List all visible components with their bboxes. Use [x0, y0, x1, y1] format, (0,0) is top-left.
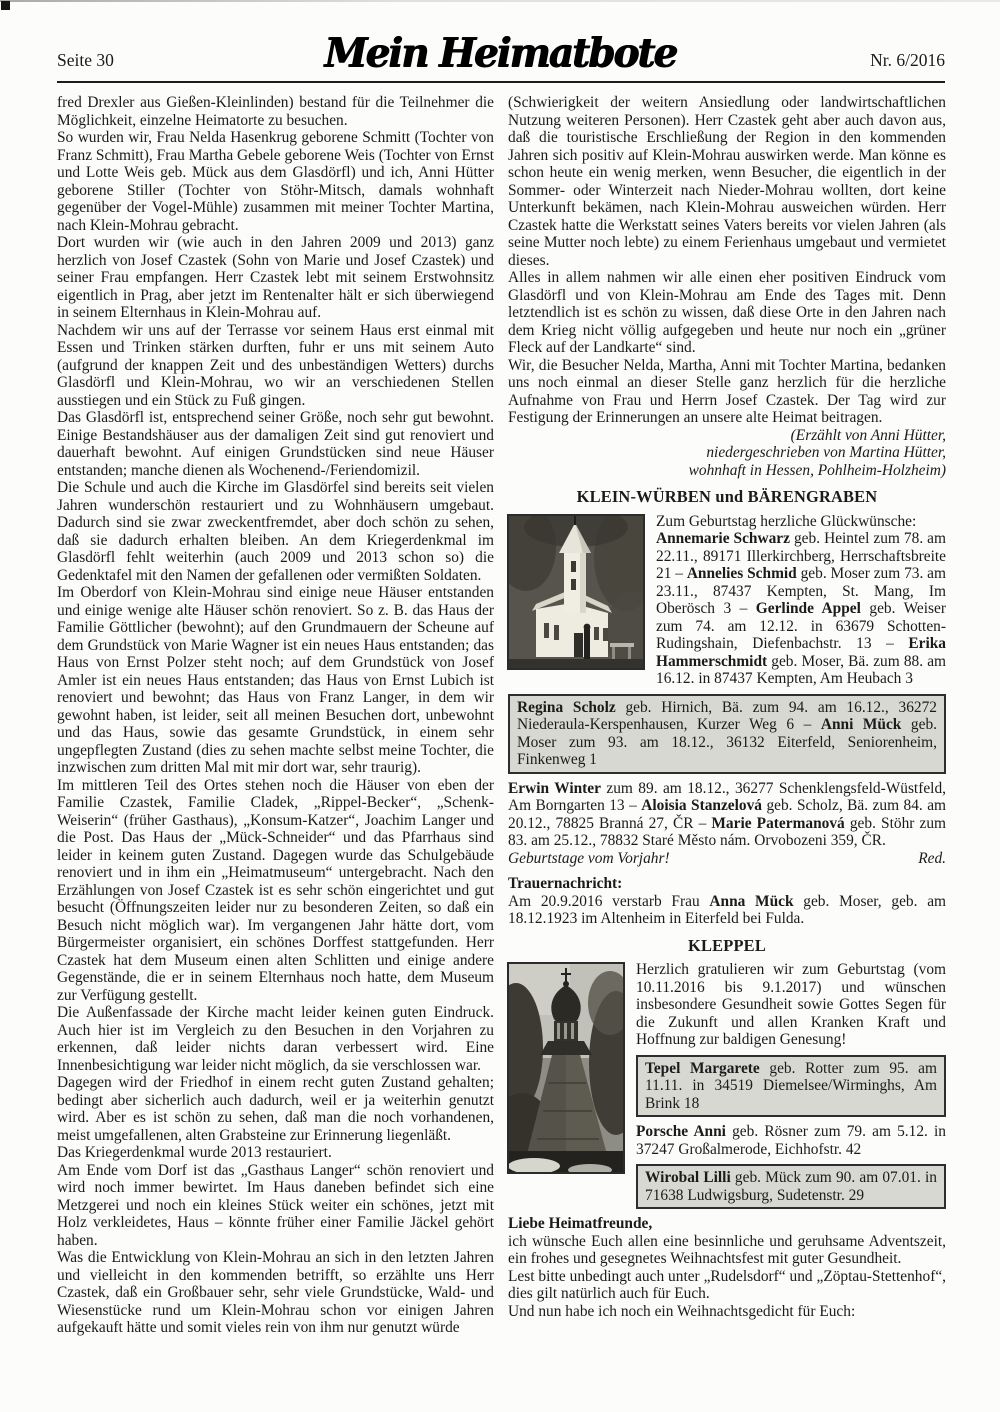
entry-text: geb. Moser zum 93. am 18.12., 36132 Eiterfeld, Seniorenheim, Finkenweg 1 — [517, 716, 937, 768]
entry-text: geb. Rotter zum 95. am 11.11. in 34519 Diemelsee/Wirminghs, Am Brink 18 — [645, 1059, 937, 1112]
credit-line: (Erzählt von Anni Hütter, — [790, 426, 946, 444]
paragraph: Am Ende vom Dorf ist das „Gasthaus Langer“ schön renoviert und wird noch immer bewirtet. Im Haus daneben befindet sich eine Metzgerei und noch ein kleines Stück weiter ein schönes, jetzt mit Holz verkleidetes, Haus – könnte früher einer Familie Jäckel gehört haben. — [57, 1161, 494, 1249]
paragraph: Die Schule und auch die Kirche im Glasdörfel sind bereits seit vielen Jahren wunderschön restauriert und zu Wohnhäusern umgebaut. Dadurch sind sie zwar zweckentfremdet, aber doch schön zu sehen, daß sie dadurch erhalten bleiben. An dem Kriegerdenkmal im Glasdörfl fehlt weiterhin (auch 2009 und 2013 schon so) die Gedenktafel mit den Namen der gefallenen oder vermißten Soldaten. — [57, 479, 494, 584]
person-name: Marie Patermanová — [711, 814, 845, 832]
paragraph: Nachdem wir uns auf der Terrasse vor seinem Haus erst einmal mit Essen und Trinken stärken durften, fuhr er uns mit seinem Auto (aufgrund der knappen Zeit und des unbeständigen Wetters) durchs Glasdörfl und Klein-Mohrau, wo wir an verschiedenen Stellen ausstiegen und ein Stück zu Fuß gingen. — [57, 321, 494, 409]
paragraph: (Schwierigkeit der weitern Ansiedlung oder landwirtschaftlichen Nutzung weiteren Personen). Herr Czastek geht aber auch davon aus, daß die touristische Erschließung der Region in den kommenden Jahren sich positiv auf Klein-Mohrau auswirken werde. Man könne es schon heute ein wenig merken, wenn Besucher, die eigentlich in der Sommer- oder Winterzeit nach Nieder-Mohrau wollten, dort keine Unterkunft bekämen, nach Klein-Mohrau ausweichen würden. Herr Czastek hatte die Werkstatt seines Vaters bereits vor vielen Jahren (als seine Mutter noch lebte) zu einem Ferienhaus umgebaut und vermietet dieses. — [508, 94, 946, 269]
paragraph: Alles in allem nahmen wir alle einen eher positiven Eindruck vom Glasdörfl und von Klein-Mohrau am Ende des Tages mit. Denn letztendlich ist es schön zu wissen, daß diese Orte in den Jahren nach dem Krieg nicht völlig aufgegeben und heute nur noch ein „grüner Fleck auf der Landkarte“ sind. — [508, 269, 946, 356]
section-klein-wuerben — [508, 488, 946, 928]
closing-line: Lest bitte unbedingt auch unter „Rudelsdorf“ und „Zöptau-Stettenhof“, dies gilt natürlich auch für Euch. — [508, 1267, 946, 1302]
obituary-post: geb. Moser, geb. am 18.12.1923 im Altenheim in Eiterfeld bei Fulda. — [508, 892, 946, 927]
person-name: Tepel Margarete — [645, 1059, 760, 1077]
closing-line: Und nun habe ich noch ein Weihnachtsgedicht für Euch: — [508, 1302, 856, 1320]
scan-artifact-topline — [0, 0, 1000, 2]
person-name: Erika Hammerschmidt — [656, 635, 946, 670]
paragraph: Die Außenfassade der Kirche macht leider keinen guten Eindruck. Auch hier ist im Vergleich zu den Besuchen in den Vorjahren zu erkennen, daß leider nichts daran verbessert wird. Eine Innenbesichtigung war leider nicht möglich, da sie verschlossen war. — [57, 1004, 494, 1074]
right-column — [508, 94, 946, 1320]
highlight-box — [636, 1164, 946, 1209]
paragraph: Im Oberdorf von Klein-Mohrau sind einige neue Häuser entstanden und einige wenige alte Häuser schön renoviert. So z. B. das Haus der Familie Göttlicher (bewohnt); auf den Grundmauern der Scheune auf dem Grundstück von Marie Wagner ist ein neues Haus entstanden; das Haus von Ernst Polzer steht noch; auf dem Grundstück von Josef Amler ist ein neues Haus entstanden; das Haus von Ernst Lubich ist renoviert und bewohnt; das Haus von Franz Langer, in dem wir gewohnt haben, ist leider, seit all meinen Besuchen dort, unbewohnt und das Haus, sowie das gesamte Grundstück, in einem sehr ungepflegten Zustand (dies zu sehen machte selbst meine Tochter, die inzwischen zum dritten Mal mit mir dort war, sehr traurig). — [57, 584, 494, 776]
entry-text: geb. Stöhr zum 83. am 25.12., 78832 Staré Město nám. Orvobozeni 359, ČR. — [508, 814, 946, 849]
person-name: Porsche Anni — [636, 1123, 726, 1140]
entry-text: zum 89. am 18.12., 36277 Schenklengsfeld-Wüstfeld, Am Borngarten 13 – — [508, 779, 946, 814]
section-heading: KLEIN-WÜRBEN und BÄRENGRABEN — [576, 487, 878, 506]
paragraph: Dagegen wird der Friedhof in einem recht guten Zustand gehalten; bedingt aber sicherlich auch dadurch, weil er ja weiterhin genutzt wird. Aber es ist schön zu sehen, daß man die noch vorhandenen, meist umgefallenen, alten Grabsteine zur Erinnerung liegenläßt. — [57, 1074, 494, 1144]
credit-line: wohnhaft in Hessen, Pohlheim-Holzheim) — [688, 461, 946, 479]
person-name: Anna Mück — [709, 892, 794, 910]
section-heading: KLEPPEL — [688, 935, 766, 955]
paragraph: Das Glasdörfl ist, entsprechend seiner Größe, noch sehr gut bewohnt. Einige Bestandshäuser aus der damaligen Zeit sind gut renoviert und dauerhaft bewohnt. Auf einigen Grundstücken sind neue Häuser entstanden; manche dienen als Wochenend-/Feriendomizil. — [57, 409, 494, 479]
person-name: Aloisia Stanzelová — [641, 797, 762, 814]
birthday-entry-plain — [636, 1123, 946, 1158]
obituary-heading: Trauernachricht: — [508, 875, 623, 892]
church-photo-graphic — [508, 515, 644, 669]
author-credit — [508, 427, 946, 480]
paragraph: Wir, die Besucher Nelda, Martha, Anni mit Tochter Martina, bedanken uns noch einmal an dieser Stelle ganz herzlich für die herzliche Aufnahme von Frau und Herrn Josef Czastek. Der Tag wird zur Festigung der Erinnerungen an unsere alte Heimat beitragen. — [508, 356, 946, 426]
birthday-entries — [508, 780, 946, 850]
paragraph: fred Drexler aus Gießen-Kleinlinden) bestand für die Teilnehmer die Möglichkeit, einzelne Heimatorte zu besuchen. — [57, 94, 494, 129]
church-photo — [508, 515, 644, 669]
paragraph: Das Kriegerdenkmal wurde 2013 restauriert. — [57, 1144, 332, 1161]
church-tower-photo — [508, 963, 624, 1173]
editor-signature: Red. — [918, 849, 946, 867]
closing-line: ich wünsche Euch allen eine besinnliche und geruhsame Adventszeit, ein frohes und gesegnetes Weihnachtsfest mit guter Gesundheit. — [508, 1232, 946, 1267]
person-name: Regina Scholz — [517, 698, 616, 716]
masthead-title: Mein Heimatbote — [324, 29, 676, 77]
issue-number: Nr. 6/2016 — [870, 50, 945, 70]
obituary-pre: Am 20.9.2016 verstarb Frau — [508, 892, 710, 910]
vorjahr-note — [508, 850, 946, 868]
closing-salutation: Liebe Heimatfreunde, — [508, 1215, 653, 1232]
birthday-intro: Zum Geburtstag herzliche Glückwünsche: — [656, 512, 917, 530]
person-name: Gerlinde Appel — [755, 600, 861, 617]
church-tower-photo-graphic — [508, 963, 624, 1173]
paragraph: Dort wurden wir (wie auch in den Jahren 2009 und 2013) ganz herzlich von Josef Czastek (Sohn von Marie und Josef Czastek) und seiner Frau empfangen. Herr Czastek lebt mit seinem Erstwohnsitz eigentlich in Prag, aber jetzt im Rentenalter hält er sich überwiegend in seinem Elternhaus in Klein-Mohrau auf. — [57, 234, 494, 321]
paragraph: So wurden wir, Frau Nelda Hasenkrug geborene Schmitt (Tochter von Franz Schmitt), Frau Martha Gebele geborene Weis (Tochter von Ernst und Lotte Weis geb. Mück aus dem Glasdörfl) und ich, Anni Hütter geborene Stiller (Tochter von Stöhr-Mitsch, damals wohnhaft gegenüber der Vogel-Mühle) zusammen mit meiner Tochter Martina, nach Klein-Mohrau gebracht. — [57, 129, 494, 234]
entry-text: geb. Rösner zum 79. am 5.12. in 37247 Großalmerode, Eichhofstr. 42 — [636, 1123, 946, 1158]
paragraph: Was die Entwicklung von Klein-Mohrau an sich in den letzten Jahren und vielleicht in den kommenden betrifft, so erzählte uns Herr Czastek, daß ein Großbauer sehr, sehr viele Grundstücke, Wald- und Wiesenstücke rund um Klein-Mohrau schon vor einigen Jahren aufgekauft hätte und somit vieles rein von ihm nur genutzt würde — [57, 1249, 494, 1336]
section-kleppel — [508, 937, 946, 1210]
credit-line: niedergeschrieben von Martina Hütter, — [706, 444, 946, 461]
header-divider — [57, 81, 945, 83]
highlight-box — [636, 1055, 946, 1118]
entry-text: geb. Hirnich, Bä. zum 94. am 16.12., 36272 Niederaula-Kerspenhausen, Kurzer Weg 6 – — [517, 698, 937, 733]
obituary — [508, 875, 946, 928]
scan-artifact-corner — [1, 1, 10, 10]
paragraph: Im mittleren Teil des Ortes stehen noch die Häuser von eben der Familie Czastek, Familie Cladek, „Rippel-Becker“, „Schenk-Weiserin“ (früher Gasthaus), „Konsum-Katzer“, Joachim Langer und die Post. Das Haus der „Mück-Schneider“ und das Pfarrhaus sind leider in keinem guten Zustand. Dagegen wurde das Schulgebäude renoviert und in ihm ein „Heimatmuseum“ untergebracht. Nach den Erzählungen von Josef Czastek ist es sehr schön eingerichtet und gut besucht (Öffnungszeiten leider nur zu besonderen Zeiten, so daß ein Besuch nicht möglich war). Im vergangenen Jahr hätte dort, vom Bürgermeister organisiert, ein schönes Dorffest stattgefunden. Herr Czastek hat dem Museum einen alten Schlitten und einige andere Gegenstände, die er in seinem Elternhaus noch hatte, dem Museum zur Verfügung gestellt. — [57, 776, 494, 1004]
person-name: Erwin Winter — [508, 779, 601, 797]
entry-text: geb. Moser zum 73. am 23.11., 87437 Kempten, St. Mang, Im Oberösch 3 – — [656, 565, 946, 617]
entry-text: geb. Moser, Bä. zum 88. am 16.12. in 87437 Kempten, Am Heubach 3 — [656, 652, 946, 687]
entry-text: geb. Scholz, Bä. zum 84. am 20.12., 78825 Branná 27, ČR – — [508, 797, 946, 832]
highlight-box — [508, 694, 946, 774]
obituary-text — [508, 893, 946, 928]
entry-text: geb. Mück zum 90. am 07.01. in 71638 Ludwigsburg, Sudetenstr. 29 — [645, 1169, 937, 1204]
person-name: Anni Mück — [820, 716, 902, 733]
entry-text: geb. Heintel zum 78. am 22.11., 89171 Illerkirchberg, Herrschaftsbreite 21 – — [656, 530, 946, 582]
person-name: Annemarie Schwarz — [656, 530, 790, 547]
person-name: Annelies Schmid — [686, 565, 797, 582]
entry-text: geb. Weiser zum 74. am 12.12. in 63679 Schotten-Rudingshain, Diefenbachstr. 13 – — [656, 600, 946, 652]
vorjahr-text: Geburtstage vom Vorjahr! — [508, 849, 670, 867]
page-number: Seite 30 — [57, 50, 114, 70]
person-name: Wirobal Lilli — [645, 1169, 731, 1186]
left-column — [57, 94, 494, 1337]
kleppel-intro: Herzlich gratulieren wir zum Geburtstag (vom 10.11.2016 bis 9.1.2017) und wünschen insbesondere Gesundheit sowie Gottes Segen für die Zukunft und allen Kranken Kraft und Hoffnung zur baldigen Genesung! — [636, 961, 946, 1048]
closing-note — [508, 1215, 946, 1320]
